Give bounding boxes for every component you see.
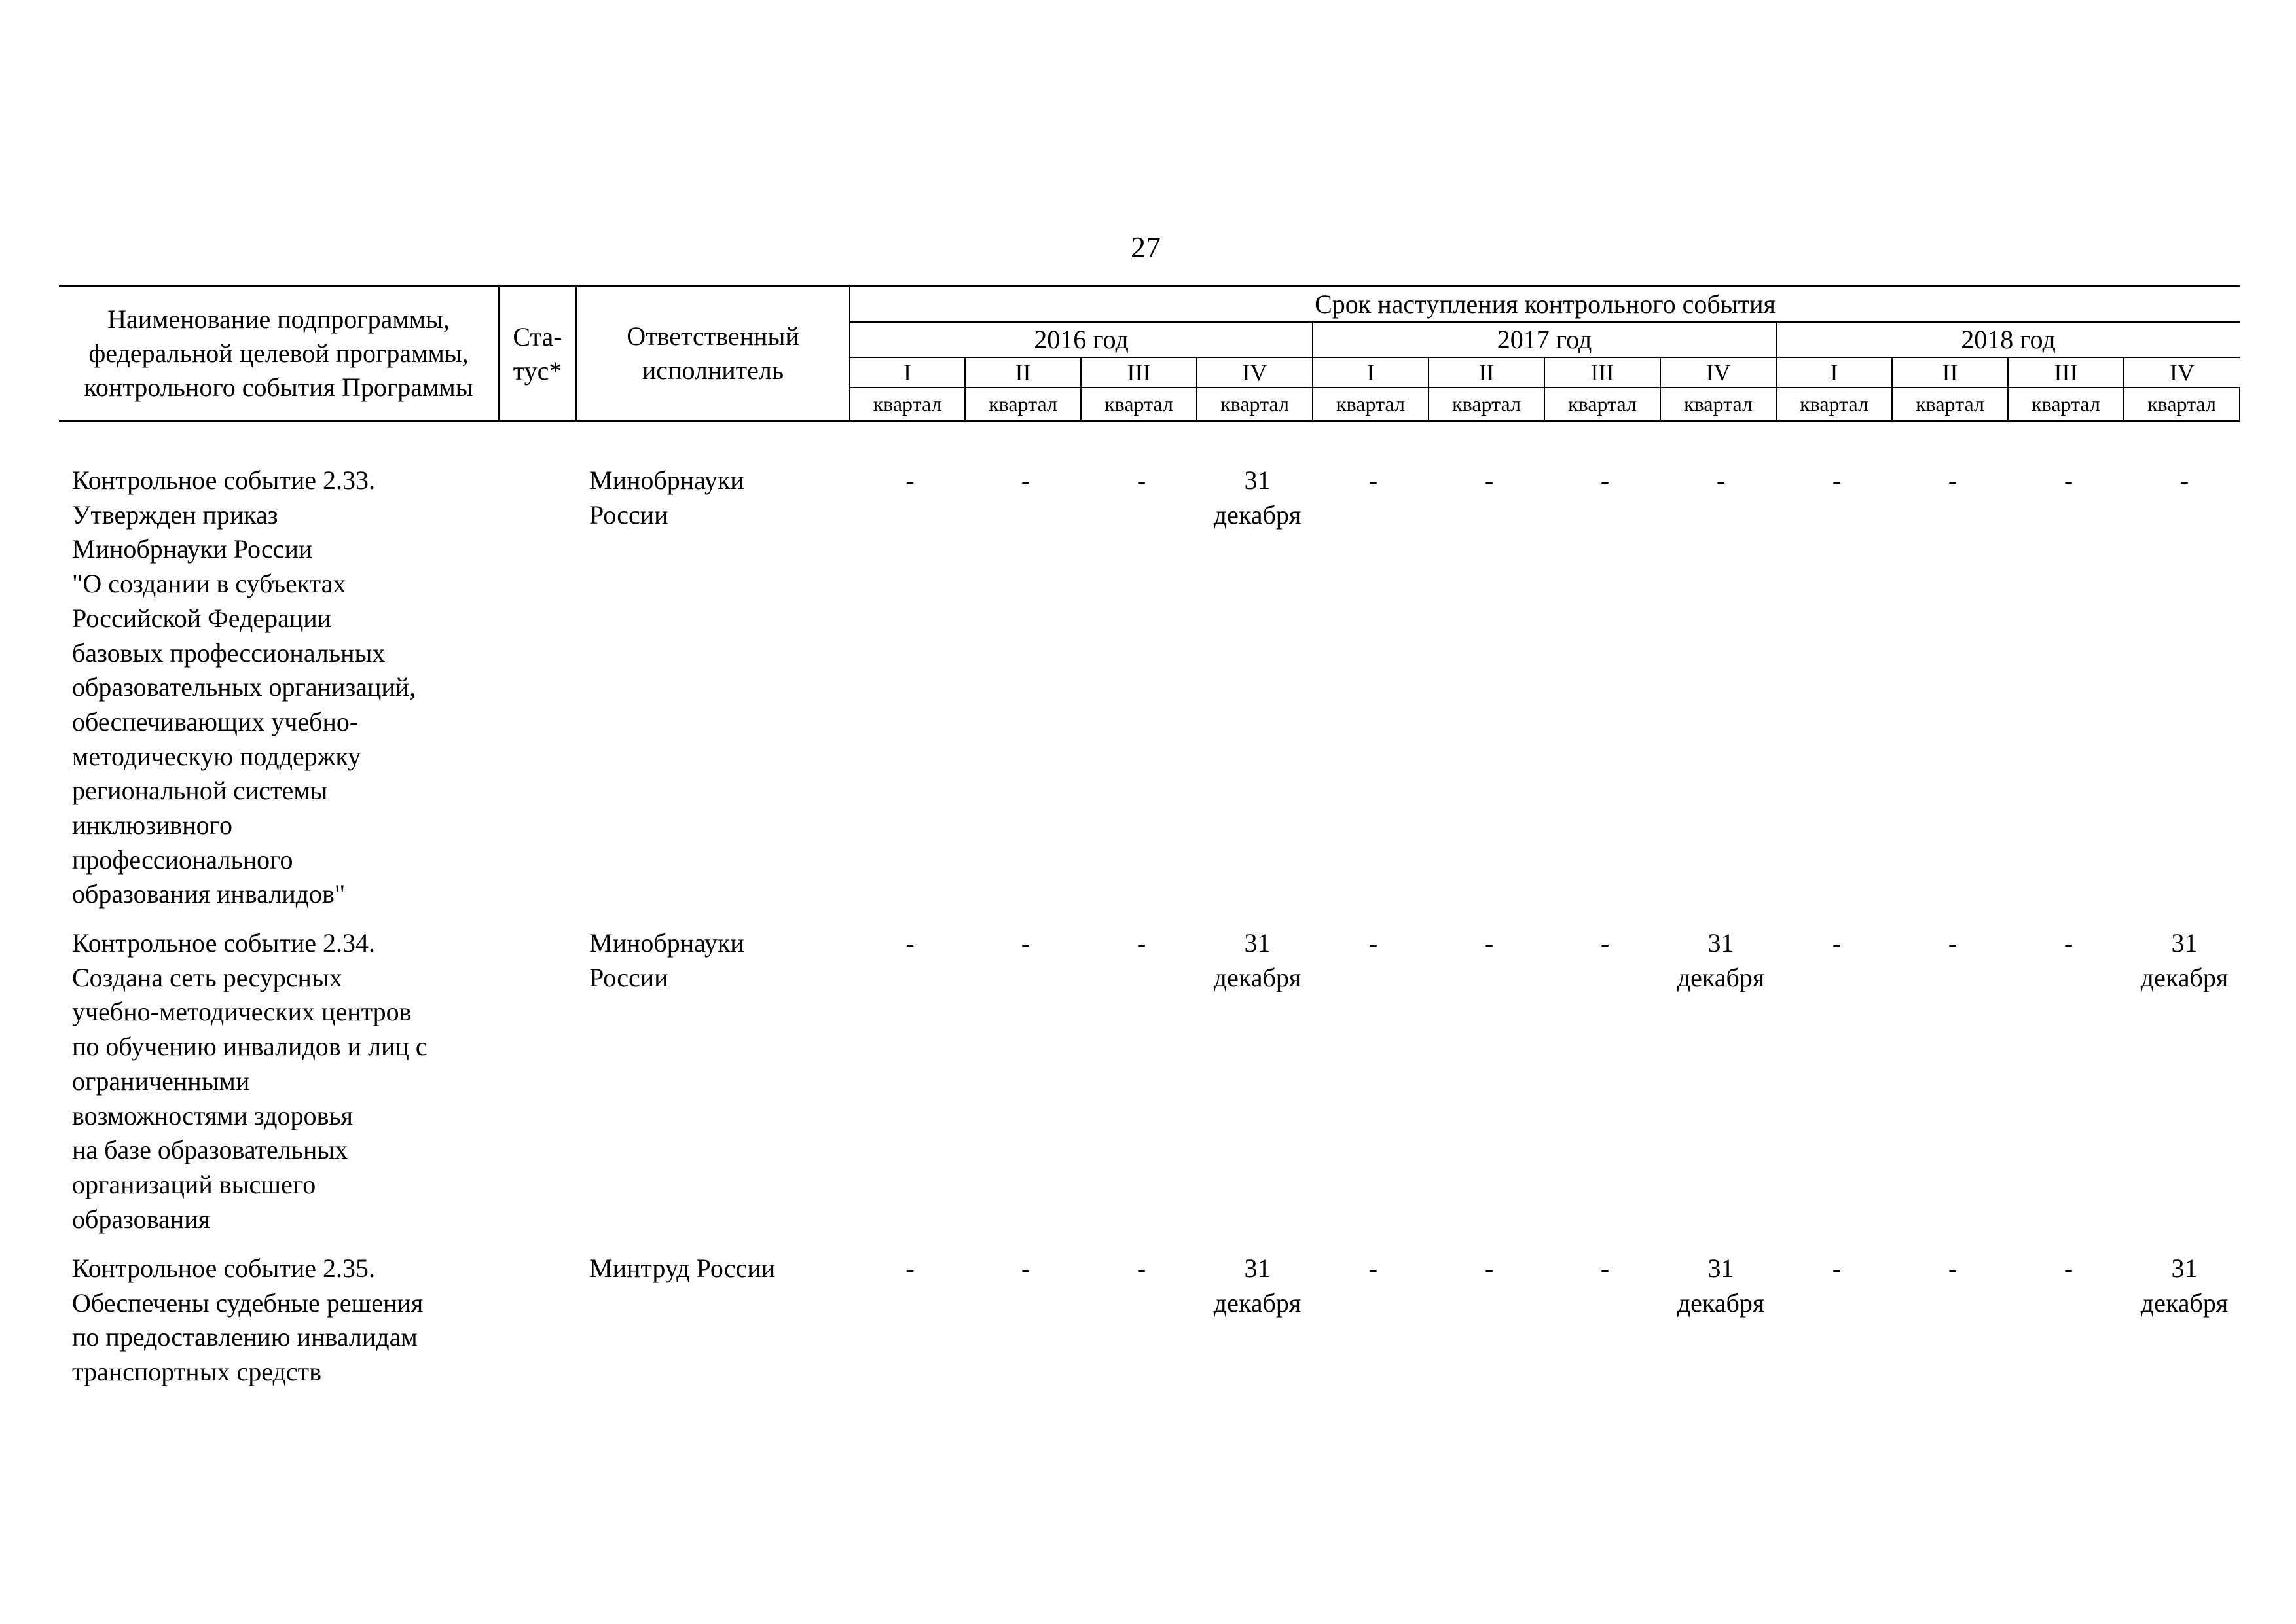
quarter-cell: - bbox=[2064, 928, 2073, 958]
quarter-cell: - bbox=[905, 465, 915, 495]
header-quarter-word: квартал bbox=[1660, 388, 1776, 421]
header-quarter-word: квартал bbox=[965, 388, 1081, 421]
quarter-cell: - bbox=[1600, 1254, 1610, 1283]
page-number: 27 bbox=[1131, 230, 1161, 264]
quarter-cell: - bbox=[1137, 465, 1146, 495]
quarter-cell: - bbox=[1484, 465, 1494, 495]
header-quarter-word: квартал bbox=[1081, 388, 1197, 421]
header-quarter-numeral: IV bbox=[1660, 357, 1776, 388]
quarter-cell: - bbox=[1368, 928, 1378, 958]
quarter-cell: - bbox=[1137, 928, 1146, 958]
header-quarter-word: квартал bbox=[1776, 388, 1892, 421]
header-deadline: Срок наступления контрольного события bbox=[850, 287, 2240, 323]
quarter-cell: - bbox=[1600, 465, 1610, 495]
event-name: Контрольное событие 2.34. Создана сеть ресурсных учебно-методических центров по обучению инвалидов и лиц с ограниченными возможностями здоровья на базе образовательных организаций высшего образования bbox=[72, 928, 428, 1234]
quarter-cell: - bbox=[1948, 465, 1958, 495]
quarter-cell: - bbox=[905, 928, 915, 958]
header-quarter-numeral: I bbox=[1776, 357, 1892, 388]
quarter-cell: 31 декабря bbox=[2140, 1254, 2229, 1318]
header-quarter-word: квартал bbox=[1892, 388, 2008, 421]
header-quarter-numeral: II bbox=[965, 357, 1081, 388]
event-executor: Минобрнауки России bbox=[589, 928, 744, 992]
header-quarter-word: квартал bbox=[2008, 388, 2124, 421]
quarter-cell: - bbox=[1021, 928, 1030, 958]
quarter-cell: 31 декабря bbox=[1213, 928, 1302, 992]
quarter-cell: 31 декабря bbox=[1677, 1254, 1765, 1318]
table-header bbox=[59, 285, 2240, 422]
header-quarter-word: квартал bbox=[1197, 388, 1313, 421]
header-quarter-numeral: III bbox=[1544, 357, 1660, 388]
quarter-cell: - bbox=[905, 1254, 915, 1283]
header-status: Ста-тус* bbox=[499, 287, 576, 421]
header-quarter-word: квартал bbox=[1313, 388, 1429, 421]
header-quarter-numeral: I bbox=[850, 357, 965, 388]
quarter-cell: - bbox=[1484, 1254, 1494, 1283]
quarter-cell: - bbox=[1137, 1254, 1146, 1283]
header-year-2016: 2016 год bbox=[850, 322, 1313, 357]
quarter-cell: - bbox=[2064, 465, 2073, 495]
header-year-2018: 2018 год bbox=[1776, 322, 2240, 357]
quarter-cell: - bbox=[1832, 465, 1842, 495]
header-quarter-word: квартал bbox=[2124, 388, 2240, 421]
quarter-cell: 31 декабря bbox=[1677, 928, 1765, 992]
header-year-2017: 2017 год bbox=[1313, 322, 1776, 357]
quarter-cell: - bbox=[1600, 928, 1610, 958]
quarter-cell: - bbox=[1368, 465, 1378, 495]
event-name: Контрольное событие 2.35. Обеспечены судебные решения по предоставлению инвалидам транспортных средств bbox=[72, 1254, 424, 1387]
header-quarter-word: квартал bbox=[1544, 388, 1660, 421]
quarter-cell: - bbox=[1021, 465, 1030, 495]
header-quarter-numeral: III bbox=[2008, 357, 2124, 388]
event-executor: Минобрнауки России bbox=[589, 465, 744, 530]
header-quarter-numeral: IV bbox=[2124, 357, 2240, 388]
header-quarter-numeral: IV bbox=[1197, 357, 1313, 388]
header-quarter-numeral: II bbox=[1892, 357, 2008, 388]
quarter-cell: - bbox=[1368, 1254, 1378, 1283]
quarter-cell: - bbox=[2179, 465, 2189, 495]
quarter-cell: - bbox=[1832, 928, 1842, 958]
header-quarter-numeral: I bbox=[1313, 357, 1429, 388]
quarter-cell: - bbox=[1832, 1254, 1842, 1283]
quarter-cell: - bbox=[1484, 928, 1494, 958]
quarter-cell: 31 декабря bbox=[1213, 465, 1302, 530]
header-quarter-numeral: II bbox=[1429, 357, 1544, 388]
header-quarter-word: квартал bbox=[850, 388, 965, 421]
event-name: Контрольное событие 2.33. Утвержден приказ Минобрнауки России "О создании в субъектах Российской Федерации базовых профессиональных образовательных организаций, обеспечивающих учебно- методическую поддержку региональной системы инклюзивного профессионального образования инвалидов" bbox=[72, 465, 416, 909]
quarter-cell: - bbox=[1021, 1254, 1030, 1283]
header-executor: Ответственный исполнитель bbox=[576, 287, 850, 421]
header-name: Наименование подпрограммы, федеральной целевой программы, контрольного события Программы bbox=[59, 287, 499, 421]
event-executor: Минтруд России bbox=[589, 1254, 776, 1283]
quarter-cell: - bbox=[1948, 1254, 1958, 1283]
quarter-cell: - bbox=[2064, 1254, 2073, 1283]
quarter-cell: - bbox=[1948, 928, 1958, 958]
quarter-cell: 31 декабря bbox=[2140, 928, 2229, 992]
header-quarter-word: квартал bbox=[1429, 388, 1544, 421]
quarter-cell: 31 декабря bbox=[1213, 1254, 1302, 1318]
quarter-cell: - bbox=[1716, 465, 1726, 495]
header-quarter-numeral: III bbox=[1081, 357, 1197, 388]
